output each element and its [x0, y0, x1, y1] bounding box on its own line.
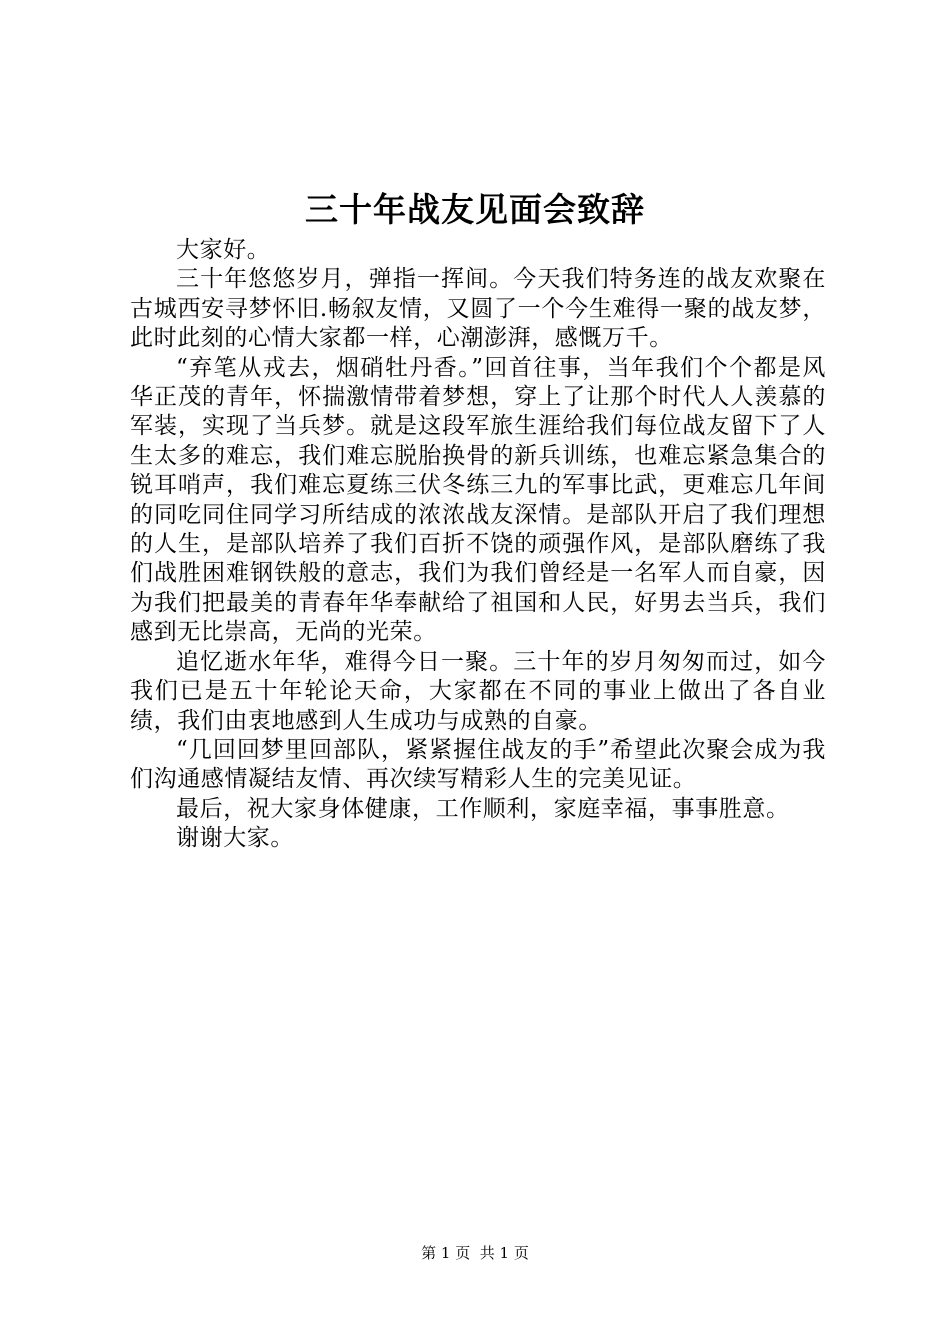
paragraph-reunion: 三十年悠悠岁月，弹指一挥间。今天我们特务连的战友欢聚在古城西安寻梦怀旧.畅叙友情，又圆了一个今生难得一聚的战友梦，此时此刻的心情大家都一样，心潮澎湃，感慨万千。: [130, 266, 826, 352]
paragraph-thanks: 谢谢大家。: [176, 825, 294, 852]
document-body: [130, 236, 826, 854]
paragraph-hope: “几回回梦里回部队，紧紧握住战友的手”希望此次聚会成为我们沟通感情凝结友情、再次续写精彩人生的完美见证。: [130, 736, 826, 793]
page-number: 第 1 页 共 1 页: [421, 1244, 529, 1262]
document-title: 三十年战友见面会致辞: [305, 190, 645, 229]
paragraph-achievements: 追忆逝水年华，难得今日一聚。三十年的岁月匆匆而过，如今我们已是五十年轮论天命，大家都在不同的事业上做出了各自业绩，我们由衷地感到人生成功与成熟的自豪。: [130, 648, 826, 734]
paragraph-memories: “弃笔从戎去，烟硝牡丹香。”回首往事，当年我们个个都是风华正茂的青年，怀揣激情带着梦想，穿上了让那个时代人人羡慕的军装，实现了当兵梦。就是这段军旅生涯给我们每位战友留下了人生太多的难忘，我们难忘脱胎换骨的新兵训练，也难忘紧急集合的锐耳哨声，我们难忘夏练三伏冬练三九的军事比武，更难忘几年间的同吃同住同学习所结成的浓浓战友深情。是部队开启了我们理想的人生，是部队培养了我们百折不饶的顽强作风，是部队磨练了我们战胜困难钢铁般的意志，我们为我们曾经是一名军人而自豪，因为我们把最美的青春年华奉献给了祖国和人民，好男去当兵，我们感到无比崇高，无尚的光荣。: [130, 354, 826, 646]
page-footer: [0, 1242, 950, 1264]
paragraph-wishes: 最后，祝大家身体健康，工作顺利，家庭幸福，事事胜意。: [176, 795, 790, 822]
paragraph-greeting: 大家好。: [176, 237, 271, 263]
